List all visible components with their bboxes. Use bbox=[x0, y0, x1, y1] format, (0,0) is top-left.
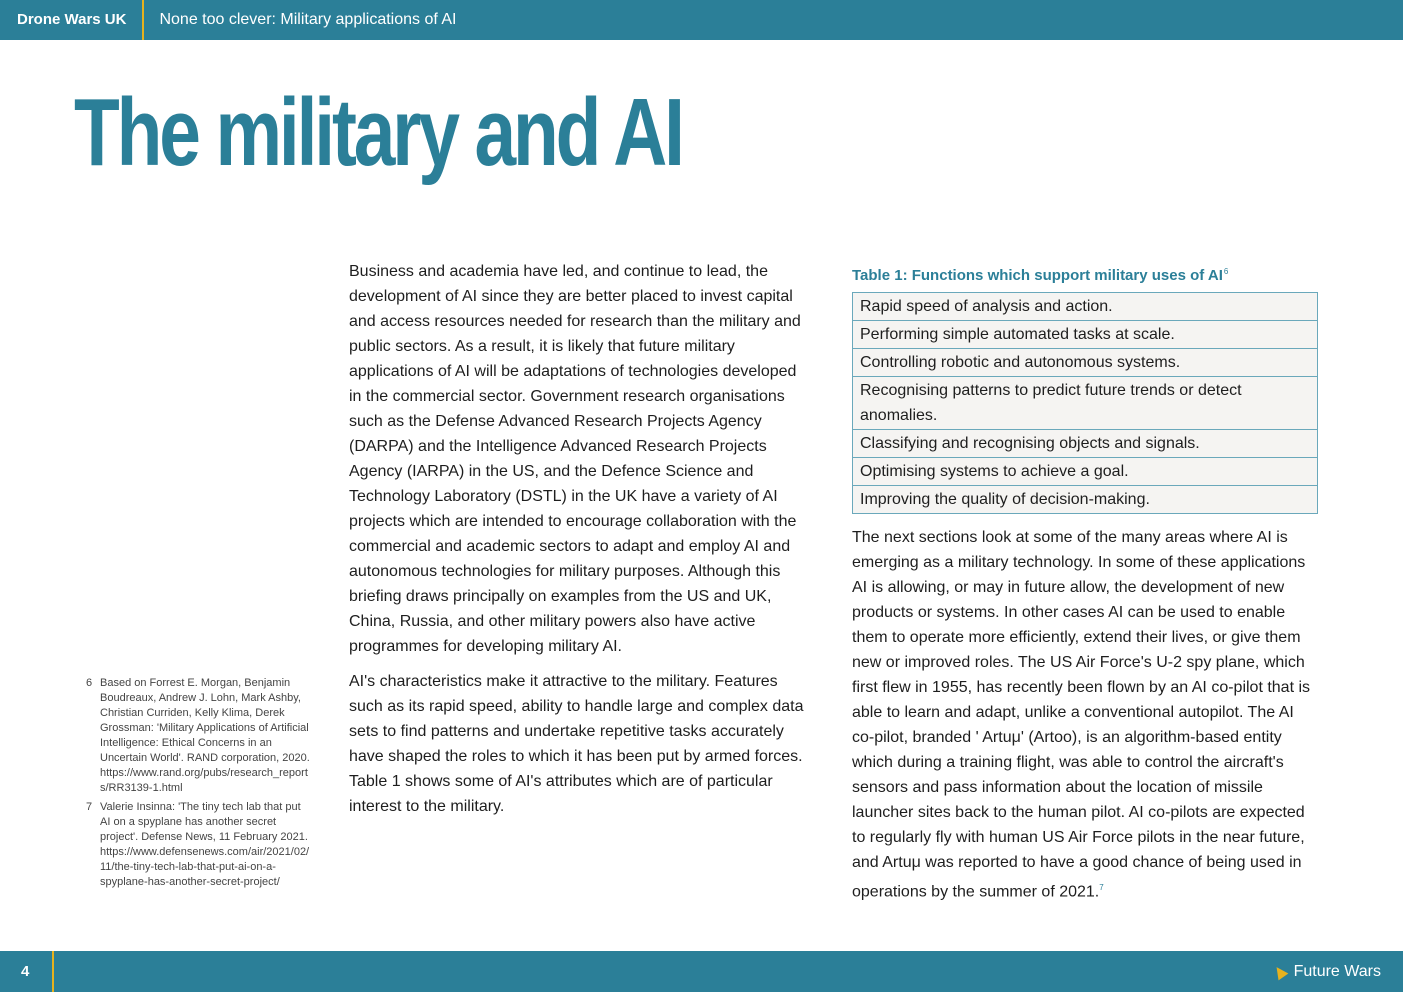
page-title: The military and AI bbox=[74, 79, 682, 186]
footnote-ref[interactable]: 7 bbox=[1099, 883, 1104, 892]
table-caption bbox=[852, 259, 1318, 288]
table-row: Performing simple automated tasks at scale. bbox=[853, 320, 1317, 348]
body-paragraph bbox=[852, 525, 1318, 904]
org-name: Drone Wars UK bbox=[0, 0, 144, 40]
functions-table bbox=[852, 292, 1318, 514]
middle-column bbox=[349, 259, 809, 829]
body-paragraph-text: The next sections look at some of the many areas where AI is emerging as a military technology. In some of these applications AI is allowing, or may in future allow, the development of new products or systems. In other cases AI can be used to enable them to operate more efficiently, extend their lives, or give them new or improved roles. The US Air Force's U-2 spy plane, which first flew in 1955, has recently been flown by an AI co-pilot that is able to learn and adapt, unlike a conventional autopilot. The AI co-pilot, branded ' Artuμ' (Artoo), is an algorithm-based entity which during a training flight, was able to control the aircraft's sensors and pass information about the location of missile launcher sites back to the human pilot. AI co-pilots are expected to regularly fly with human US Air Force pilots in the near future, and Artuμ was reported to have a good chance of being used in operations by the summer of 2021. bbox=[852, 529, 1311, 901]
footnote-number: 7 bbox=[86, 801, 93, 813]
table-row: Improving the quality of decision-making. bbox=[853, 485, 1317, 513]
table-row: Controlling robotic and autonomous systems. bbox=[853, 348, 1317, 376]
series-brand bbox=[1274, 963, 1381, 981]
top-bar bbox=[0, 0, 1403, 40]
footnote bbox=[86, 800, 312, 890]
table-caption-text: Table 1: Functions which support military uses of AI bbox=[852, 267, 1223, 284]
series-name: Future Wars bbox=[1293, 962, 1381, 980]
page-number: 4 bbox=[0, 951, 54, 992]
footnote-text: Based on Forrest E. Morgan, Benjamin Boudreaux, Andrew J. Lohn, Mark Ashby, Christian Curriden, Kelly Klima, Derek Grossman: 'Military Applications of Artificial Intelligence: Ethical Concerns in an Uncertain World'. RAND corporation, 2020. https://www.rand.org/pubs/research_reports/RR3139-1.html bbox=[100, 677, 310, 794]
publication-title: None too clever: Military applications of AI bbox=[159, 11, 457, 28]
footnote bbox=[86, 676, 312, 796]
body-paragraph: AI's characteristics make it attractive to the military. Features such as its rapid speed, ability to handle large and complex data sets to find patterns and undertake repetitive tasks accurately have shaped the roles to which it has been put by armed forces. Table 1 shows some of AI's attributes which are of particular interest to the military. bbox=[349, 673, 804, 815]
footnote-number: 6 bbox=[86, 677, 93, 689]
cursor-icon bbox=[1271, 963, 1288, 980]
footnote-text: Valerie Insinna: 'The tiny tech lab that put AI on a spyplane has another secret project'. Defense News, 11 February 2021. https://www.defensenews.com/air/2021/02/11/the-tiny-tech-lab-that-put-ai-on-a-spyplane-has-another-secret-project/ bbox=[100, 801, 310, 888]
footnote-ref[interactable]: 6 bbox=[1223, 267, 1229, 276]
table-row: Classifying and recognising objects and signals. bbox=[853, 429, 1317, 457]
footnotes bbox=[86, 676, 312, 894]
table-row: Optimising systems to achieve a goal. bbox=[853, 457, 1317, 485]
bottom-bar bbox=[0, 951, 1403, 992]
body-paragraph: Business and academia have led, and continue to lead, the development of AI since they are better placed to invest capital and access resources needed for research than the military and public sectors. As a result, it is likely that future military applications of AI will be adaptations of technologies developed in the commercial sector. Government research organisations such as the Defense Advanced Research Projects Agency (DARPA) and the Intelligence Advanced Research Projects Agency (IARPA) in the US, and the Defence Science and Technology Laboratory (DSTL) in the UK have a variety of AI projects which are intended to encourage collaboration with the commercial and academic sectors to adapt and employ AI and autonomous technologies for military purposes. Although this briefing draws principally on examples from the US and UK, China, Russia, and other military powers also have active programmes for developing military AI. bbox=[349, 263, 801, 655]
table-row: Recognising patterns to predict future trends or detect anomalies. bbox=[853, 376, 1317, 429]
table-row: Rapid speed of analysis and action. bbox=[860, 298, 1113, 315]
right-column bbox=[852, 259, 1318, 904]
